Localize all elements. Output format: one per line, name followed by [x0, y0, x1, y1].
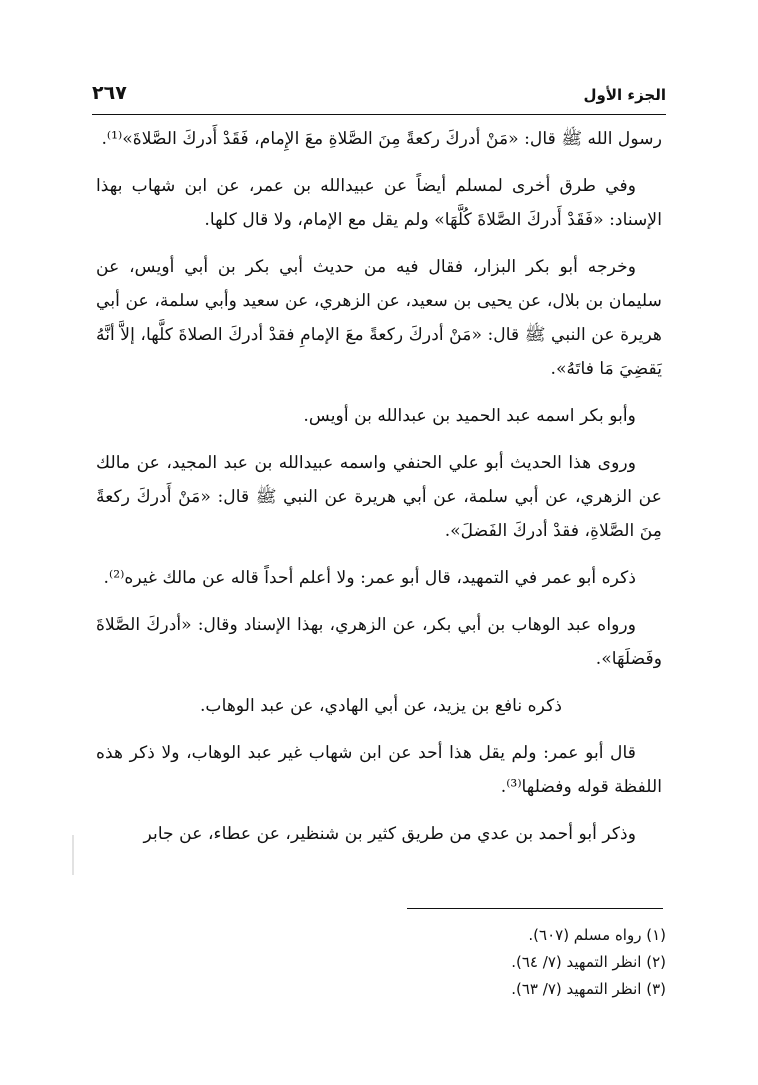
page-header [92, 78, 666, 112]
footnote: (٢) انظر التمهيد (٧/ ٦٤). [511, 953, 666, 971]
footnote: (٣) انظر التمهيد (٧/ ٦٣). [511, 980, 666, 998]
footnote-separator [407, 908, 663, 909]
header-rule [92, 114, 666, 115]
footnotes [92, 922, 666, 1003]
scan-mark [72, 835, 74, 875]
paragraph: قال أبو عمر: ولم يقل هذا أحد عن ابن شهاب غير عبد الوهاب، ولا ذكر هذه اللفظة قوله وفضلها⁽³⁾. [96, 743, 662, 797]
paragraph: رسول الله ﷺ قال: «مَنْ أدركَ ركعةً مِنَ الصَّلاةِ معَ الإِمام، فَقَدْ أَدركَ الصَّلاةَ»⁽¹⁾. [101, 129, 662, 149]
paragraph: ذكره أبو عمر في التمهيد، قال أبو عمر: ولا أعلم أحداً قاله عن مالك غيره⁽²⁾. [103, 568, 636, 588]
paragraph: ورواه عبد الوهاب بن أبي بكر، عن الزهري، بهذا الإسناد وقال: «أدركَ الصَّلاةَ وفَضلَهَا». [96, 615, 662, 669]
footnote: (١) رواه مسلم (٦٠٧). [528, 926, 666, 944]
paragraph: وذكر أبو أحمد بن عدي من طريق كثير بن شنظير، عن عطاء، عن جابر [143, 824, 636, 844]
paragraph: وأبو بكر اسمه عبد الحميد بن عبدالله بن أويس. [303, 406, 636, 426]
body-text [96, 122, 662, 864]
paragraph: وفي طرق أخرى لمسلم أيضاً عن عبيدالله بن عمر، عن ابن شهاب بهذا الإسناد: «فَقَدْ أَدركَ الصَّلاةَ كُلَّهَا» ولم يقل مع الإمام، ولا قال كلها. [96, 176, 662, 230]
page-number: ٢٦٧ [92, 82, 127, 104]
paragraph: ذكره نافع بن يزيد، عن أبي الهادي، عن عبد الوهاب. [199, 696, 562, 716]
paragraph: وخرجه أبو بكر البزار، فقال فيه من حديث أبي بكر بن أبي أويس، عن سليمان بن بلال، عن يحيى بن سعيد، عن الزهري، عن سعيد وأبي سلمة، عن أبي هريرة عن النبي ﷺ قال: «مَنْ أدركَ ركعةً معَ الإمامِ فقدْ أدركَ الصلاةَ كلَّها، إلاَّ أنَّهُ يَقضِيَ مَا فاتَهُ». [96, 257, 662, 379]
paragraph: وروى هذا الحديث أبو علي الحنفي واسمه عبيدالله بن عبد المجيد، عن مالك عن الزهري، عن أبي سلمة، عن أبي هريرة عن النبي ﷺ قال: «مَنْ أَدركَ ركعةً مِنَ الصَّلاةِ، فقدْ أدركَ الفَضلَ». [96, 453, 662, 541]
running-title: الجزء الأول [583, 86, 666, 104]
